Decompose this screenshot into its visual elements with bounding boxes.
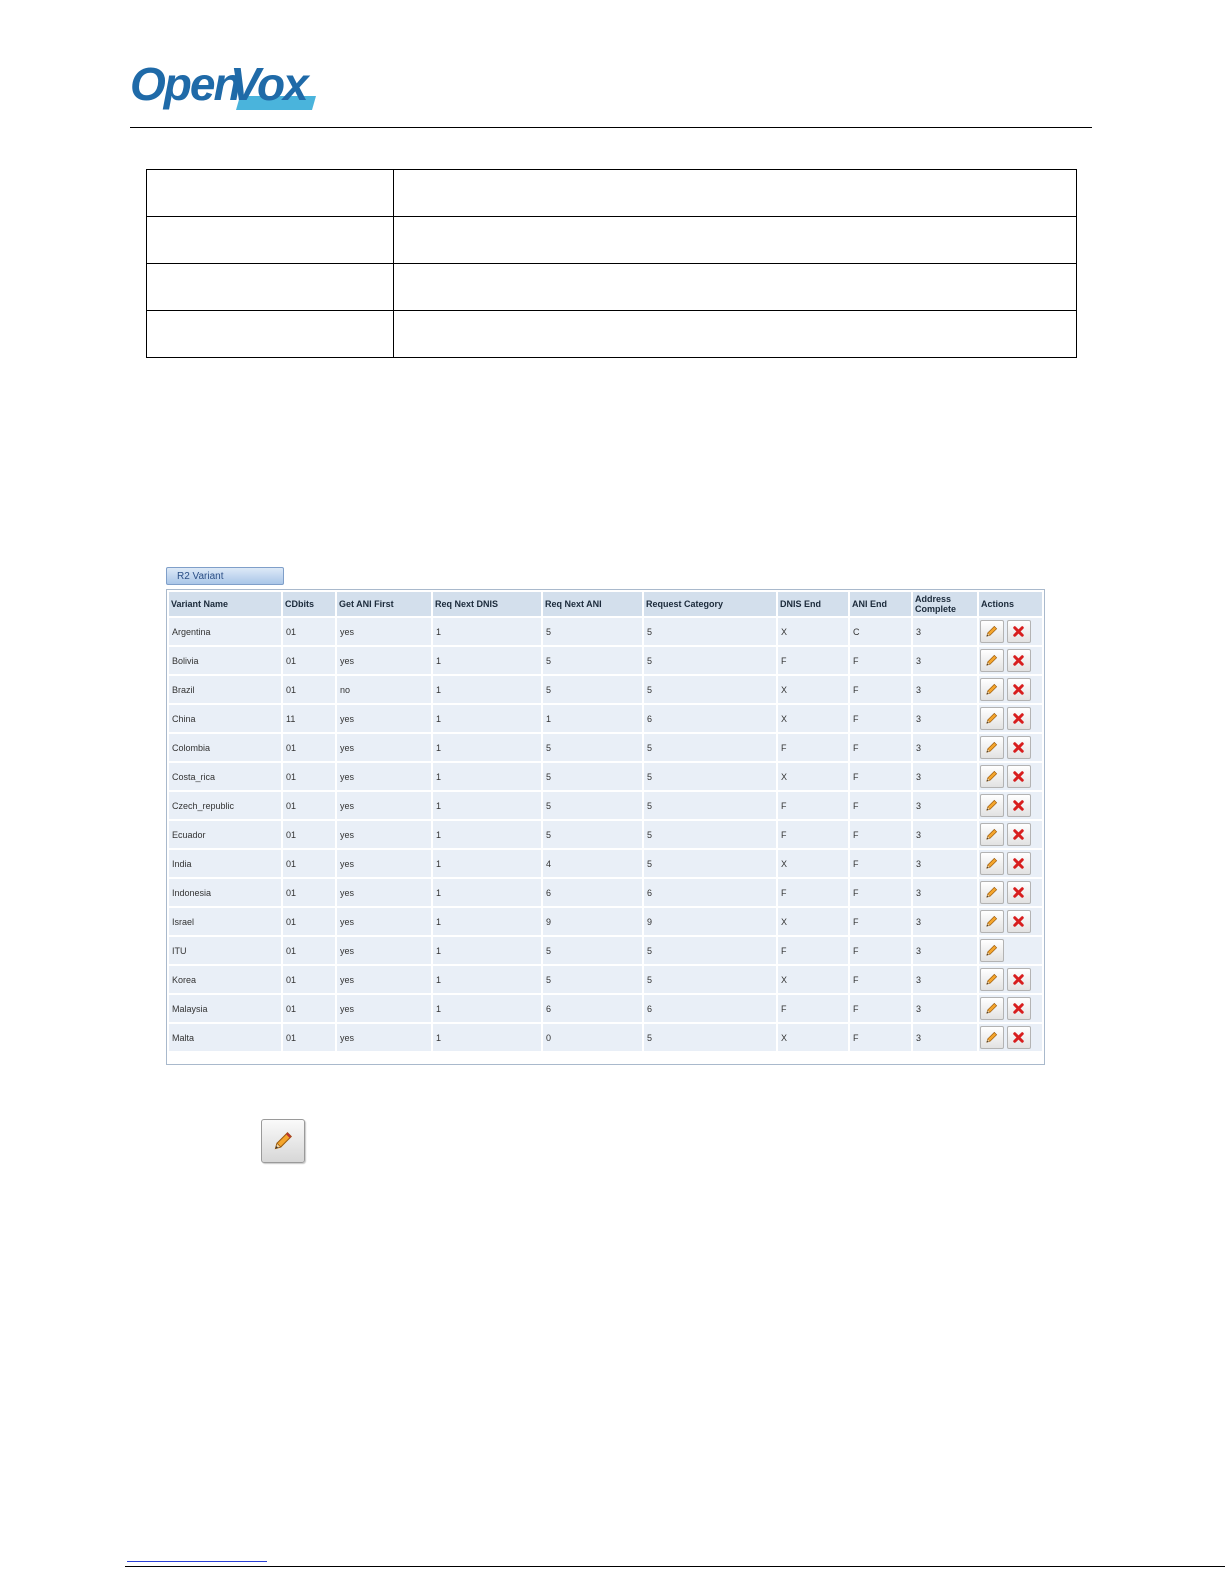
delete-button[interactable] — [1007, 997, 1031, 1020]
actions-cell — [979, 734, 1042, 761]
req-next-dnis-cell: 1 — [433, 966, 541, 993]
actions-cell — [979, 1024, 1042, 1051]
req-next-dnis-cell: 1 — [433, 850, 541, 877]
ani-end-cell: F — [850, 937, 911, 964]
req-next-ani-cell: 5 — [543, 792, 642, 819]
table-row — [169, 908, 1042, 935]
delete-button[interactable] — [1007, 736, 1031, 759]
req-next-dnis-cell: 1 — [433, 908, 541, 935]
variant-name-cell: Indonesia — [169, 879, 281, 906]
table-row — [169, 705, 1042, 732]
get-ani-first-cell: yes — [337, 705, 431, 732]
dnis-end-cell: X — [778, 676, 848, 703]
cdbits-cell: 01 — [283, 1024, 335, 1051]
table-row — [169, 676, 1042, 703]
req-next-ani-cell: 0 — [543, 1024, 642, 1051]
delete-button[interactable] — [1007, 678, 1031, 701]
pencil-icon — [984, 1001, 999, 1016]
get-ani-first-cell: yes — [337, 821, 431, 848]
col-ani-end: ANI End — [850, 592, 911, 616]
table-row — [169, 995, 1042, 1022]
table-row — [169, 792, 1042, 819]
pencil-icon — [984, 972, 999, 987]
ani-end-cell: C — [850, 618, 911, 645]
dnis-end-cell: X — [778, 763, 848, 790]
req-next-ani-cell: 9 — [543, 908, 642, 935]
blank-table — [146, 169, 1077, 358]
col-req-next-ani: Req Next ANI — [543, 592, 642, 616]
req-next-ani-cell: 5 — [543, 647, 642, 674]
get-ani-first-cell: yes — [337, 879, 431, 906]
pencil-icon — [984, 653, 999, 668]
req-next-dnis-cell: 1 — [433, 647, 541, 674]
ani-end-cell: F — [850, 879, 911, 906]
col-dnis-end: DNIS End — [778, 592, 848, 616]
pencil-icon — [984, 885, 999, 900]
dnis-end-cell: X — [778, 850, 848, 877]
address-complete-cell: 3 — [913, 647, 977, 674]
request-category-cell: 9 — [644, 908, 776, 935]
req-next-dnis-cell: 1 — [433, 705, 541, 732]
cdbits-cell: 01 — [283, 966, 335, 993]
dnis-end-cell: X — [778, 705, 848, 732]
pencil-icon — [984, 856, 999, 871]
request-category-cell: 6 — [644, 705, 776, 732]
variant-name-cell: Malta — [169, 1024, 281, 1051]
req-next-ani-cell: 5 — [543, 937, 642, 964]
table-row — [147, 264, 1077, 311]
req-next-dnis-cell: 1 — [433, 879, 541, 906]
address-complete-cell: 3 — [913, 705, 977, 732]
ani-end-cell: F — [850, 821, 911, 848]
table-row — [169, 821, 1042, 848]
ani-end-cell: F — [850, 676, 911, 703]
req-next-ani-cell: 5 — [543, 966, 642, 993]
pencil-icon — [984, 943, 999, 958]
svg-text:Vox: Vox — [230, 58, 307, 110]
ani-end-cell: F — [850, 647, 911, 674]
req-next-ani-cell: 5 — [543, 821, 642, 848]
actions-cell — [979, 879, 1042, 906]
address-complete-cell: 3 — [913, 676, 977, 703]
delete-button[interactable] — [1007, 707, 1031, 730]
req-next-dnis-cell: 1 — [433, 995, 541, 1022]
actions-cell — [979, 908, 1042, 935]
edit-button[interactable] — [980, 910, 1004, 933]
dnis-end-cell: F — [778, 734, 848, 761]
dnis-end-cell: X — [778, 1024, 848, 1051]
variant-name-cell: Brazil — [169, 676, 281, 703]
actions-cell — [979, 850, 1042, 877]
delete-button[interactable] — [1007, 823, 1031, 846]
req-next-ani-cell: 6 — [543, 995, 642, 1022]
red-x-icon — [1011, 1030, 1026, 1045]
variant-name-cell: China — [169, 705, 281, 732]
delete-button[interactable] — [1007, 620, 1031, 643]
edit-button[interactable] — [980, 620, 1004, 643]
red-x-icon — [1011, 740, 1026, 755]
request-category-cell: 5 — [644, 763, 776, 790]
red-x-icon — [1011, 856, 1026, 871]
get-ani-first-cell: yes — [337, 850, 431, 877]
openvox-logo — [128, 56, 318, 114]
ani-end-cell: F — [850, 995, 911, 1022]
svg-text:Open: Open — [130, 58, 240, 110]
red-x-icon — [1011, 653, 1026, 668]
actions-cell — [979, 821, 1042, 848]
cdbits-cell: 01 — [283, 821, 335, 848]
r2-variant-tab[interactable]: R2 Variant — [166, 567, 284, 585]
req-next-dnis-cell: 1 — [433, 618, 541, 645]
pencil-icon — [984, 740, 999, 755]
request-category-cell: 5 — [644, 937, 776, 964]
col-cdbits: CDbits — [283, 592, 335, 616]
cdbits-cell: 01 — [283, 763, 335, 790]
table-cell — [147, 217, 394, 264]
get-ani-first-cell: yes — [337, 1024, 431, 1051]
table-cell — [147, 170, 394, 217]
dnis-end-cell: X — [778, 908, 848, 935]
req-next-dnis-cell: 1 — [433, 734, 541, 761]
variant-name-cell: Colombia — [169, 734, 281, 761]
get-ani-first-cell: yes — [337, 734, 431, 761]
edit-button[interactable] — [980, 678, 1004, 701]
pencil-icon — [984, 798, 999, 813]
address-complete-cell: 3 — [913, 879, 977, 906]
address-complete-cell: 3 — [913, 792, 977, 819]
cdbits-cell: 01 — [283, 995, 335, 1022]
col-actions: Actions — [979, 592, 1042, 616]
actions-cell — [979, 966, 1042, 993]
ani-end-cell: F — [850, 763, 911, 790]
delete-button[interactable] — [1007, 794, 1031, 817]
col-req-next-dnis: Req Next DNIS — [433, 592, 541, 616]
edit-button[interactable] — [980, 997, 1004, 1020]
red-x-icon — [1011, 972, 1026, 987]
pencil-icon — [984, 624, 999, 639]
header-row — [169, 592, 1042, 616]
r2-variant-table — [167, 590, 1044, 1053]
dnis-end-cell: F — [778, 821, 848, 848]
req-next-dnis-cell: 1 — [433, 1024, 541, 1051]
delete-button[interactable] — [1007, 881, 1031, 904]
header-rule — [130, 127, 1092, 128]
request-category-cell: 6 — [644, 879, 776, 906]
table-row — [169, 966, 1042, 993]
delete-button[interactable] — [1007, 649, 1031, 672]
actions-cell — [979, 618, 1042, 645]
table-row — [147, 217, 1077, 264]
request-category-cell: 5 — [644, 850, 776, 877]
table-row — [147, 311, 1077, 358]
request-category-cell: 5 — [644, 676, 776, 703]
request-category-cell: 5 — [644, 792, 776, 819]
cdbits-cell: 01 — [283, 908, 335, 935]
actions-cell — [979, 763, 1042, 790]
ani-end-cell: F — [850, 705, 911, 732]
edit-button[interactable] — [980, 765, 1004, 788]
get-ani-first-cell: yes — [337, 908, 431, 935]
address-complete-cell: 3 — [913, 995, 977, 1022]
table-row — [169, 850, 1042, 877]
pencil-icon — [984, 1030, 999, 1045]
request-category-cell: 5 — [644, 821, 776, 848]
address-complete-cell: 3 — [913, 966, 977, 993]
table-cell — [394, 311, 1077, 358]
variant-name-cell: India — [169, 850, 281, 877]
req-next-ani-cell: 6 — [543, 879, 642, 906]
edit-button-example[interactable] — [261, 1119, 305, 1163]
delete-button[interactable] — [1007, 1026, 1031, 1049]
req-next-ani-cell: 4 — [543, 850, 642, 877]
edit-button[interactable] — [980, 968, 1004, 991]
edit-button[interactable] — [980, 707, 1004, 730]
cdbits-cell: 01 — [283, 850, 335, 877]
table-row — [169, 647, 1042, 674]
table-cell — [394, 170, 1077, 217]
edit-button[interactable] — [980, 881, 1004, 904]
table-row — [169, 937, 1042, 964]
actions-cell — [979, 705, 1042, 732]
red-x-icon — [1011, 682, 1026, 697]
get-ani-first-cell: yes — [337, 647, 431, 674]
cdbits-cell: 01 — [283, 647, 335, 674]
ani-end-cell: F — [850, 850, 911, 877]
req-next-ani-cell: 5 — [543, 763, 642, 790]
red-x-icon — [1011, 885, 1026, 900]
address-complete-cell: 3 — [913, 1024, 977, 1051]
request-category-cell: 5 — [644, 966, 776, 993]
delete-button[interactable] — [1007, 765, 1031, 788]
delete-button[interactable] — [1007, 910, 1031, 933]
get-ani-first-cell: yes — [337, 995, 431, 1022]
variant-name-cell: Costa_rica — [169, 763, 281, 790]
footer-link-underline — [127, 1561, 267, 1562]
address-complete-cell: 3 — [913, 908, 977, 935]
variant-name-cell: Korea — [169, 966, 281, 993]
pencil-icon — [984, 827, 999, 842]
cdbits-cell: 01 — [283, 879, 335, 906]
edit-button[interactable] — [980, 794, 1004, 817]
table-row — [169, 618, 1042, 645]
actions-cell — [979, 937, 1042, 964]
get-ani-first-cell: yes — [337, 763, 431, 790]
cdbits-cell: 01 — [283, 937, 335, 964]
red-x-icon — [1011, 769, 1026, 784]
dnis-end-cell: F — [778, 647, 848, 674]
variant-name-cell: Bolivia — [169, 647, 281, 674]
cdbits-cell: 11 — [283, 705, 335, 732]
req-next-dnis-cell: 1 — [433, 821, 541, 848]
request-category-cell: 5 — [644, 734, 776, 761]
variant-name-cell: ITU — [169, 937, 281, 964]
address-complete-cell: 3 — [913, 763, 977, 790]
get-ani-first-cell: yes — [337, 792, 431, 819]
cdbits-cell: 01 — [283, 618, 335, 645]
pencil-icon — [271, 1129, 295, 1153]
get-ani-first-cell: yes — [337, 966, 431, 993]
r2-variant-panel — [166, 589, 1045, 1065]
ani-end-cell: F — [850, 1024, 911, 1051]
delete-button[interactable] — [1007, 968, 1031, 991]
variant-name-cell: Czech_republic — [169, 792, 281, 819]
req-next-dnis-cell: 1 — [433, 763, 541, 790]
table-cell — [147, 311, 394, 358]
red-x-icon — [1011, 827, 1026, 842]
req-next-ani-cell: 1 — [543, 705, 642, 732]
table-cell — [394, 217, 1077, 264]
dnis-end-cell: X — [778, 618, 848, 645]
request-category-cell: 6 — [644, 995, 776, 1022]
table-row — [147, 170, 1077, 217]
get-ani-first-cell: yes — [337, 618, 431, 645]
address-complete-cell: 3 — [913, 821, 977, 848]
col-address-complete: Address Complete — [913, 592, 977, 616]
table-cell — [394, 264, 1077, 311]
red-x-icon — [1011, 1001, 1026, 1016]
pencil-icon — [984, 682, 999, 697]
pencil-icon — [984, 914, 999, 929]
actions-cell — [979, 995, 1042, 1022]
req-next-ani-cell: 5 — [543, 734, 642, 761]
red-x-icon — [1011, 914, 1026, 929]
edit-button[interactable] — [980, 939, 1004, 962]
table-row — [169, 879, 1042, 906]
req-next-dnis-cell: 1 — [433, 676, 541, 703]
ani-end-cell: F — [850, 908, 911, 935]
pencil-icon — [984, 711, 999, 726]
table-row — [169, 1024, 1042, 1051]
edit-button[interactable] — [980, 823, 1004, 846]
request-category-cell: 5 — [644, 1024, 776, 1051]
actions-cell — [979, 676, 1042, 703]
cdbits-cell: 01 — [283, 734, 335, 761]
variant-name-cell: Ecuador — [169, 821, 281, 848]
edit-button[interactable] — [980, 1026, 1004, 1049]
request-category-cell: 5 — [644, 647, 776, 674]
variant-name-cell: Argentina — [169, 618, 281, 645]
col-get-ani-first: Get ANI First — [337, 592, 431, 616]
red-x-icon — [1011, 711, 1026, 726]
dnis-end-cell: F — [778, 995, 848, 1022]
cdbits-cell: 01 — [283, 676, 335, 703]
address-complete-cell: 3 — [913, 618, 977, 645]
ani-end-cell: F — [850, 792, 911, 819]
dnis-end-cell: F — [778, 879, 848, 906]
get-ani-first-cell: no — [337, 676, 431, 703]
address-complete-cell: 3 — [913, 937, 977, 964]
req-next-dnis-cell: 1 — [433, 792, 541, 819]
table-row — [169, 734, 1042, 761]
dnis-end-cell: F — [778, 937, 848, 964]
req-next-dnis-cell: 1 — [433, 937, 541, 964]
request-category-cell: 5 — [644, 618, 776, 645]
col-request-category: Request Category — [644, 592, 776, 616]
cdbits-cell: 01 — [283, 792, 335, 819]
address-complete-cell: 3 — [913, 734, 977, 761]
ani-end-cell: F — [850, 966, 911, 993]
actions-cell — [979, 792, 1042, 819]
variant-name-cell: Israel — [169, 908, 281, 935]
ani-end-cell: F — [850, 734, 911, 761]
table-row — [169, 763, 1042, 790]
table-cell — [147, 264, 394, 311]
red-x-icon — [1011, 624, 1026, 639]
variant-name-cell: Malaysia — [169, 995, 281, 1022]
edit-button[interactable] — [980, 852, 1004, 875]
pencil-icon — [984, 769, 999, 784]
footer-rule — [125, 1566, 1225, 1567]
address-complete-cell: 3 — [913, 850, 977, 877]
red-x-icon — [1011, 798, 1026, 813]
req-next-ani-cell: 5 — [543, 618, 642, 645]
req-next-ani-cell: 5 — [543, 676, 642, 703]
get-ani-first-cell: yes — [337, 937, 431, 964]
actions-cell — [979, 647, 1042, 674]
delete-button[interactable] — [1007, 852, 1031, 875]
dnis-end-cell: X — [778, 966, 848, 993]
edit-button[interactable] — [980, 736, 1004, 759]
edit-button[interactable] — [980, 649, 1004, 672]
col-variant-name: Variant Name — [169, 592, 281, 616]
dnis-end-cell: F — [778, 792, 848, 819]
